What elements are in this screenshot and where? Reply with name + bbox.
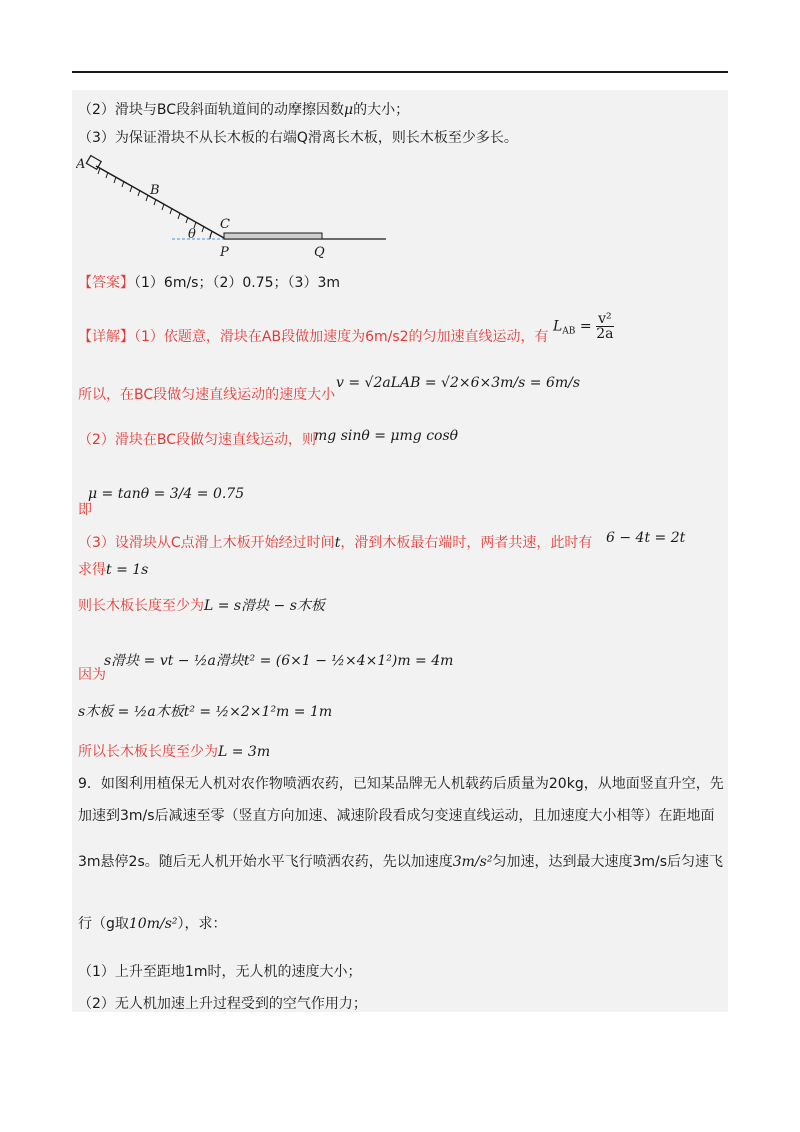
detail-line7: 则长木板长度至少为L = s滑块 − s木板: [78, 598, 325, 614]
formula-mu: μ = tanθ = 3/4 = 0.75: [88, 486, 245, 502]
formula-s-board: s木板 = ½a木板t² = ½×2×1²m = 1m: [78, 704, 333, 720]
wood-board: [224, 233, 322, 239]
label-P: P: [220, 245, 229, 260]
formula-force-balance: mg sinθ = μmg cosθ: [314, 428, 459, 444]
q8-part2: （2）滑块与BC段斜面轨道间的动摩擦因数μ的大小；: [78, 102, 410, 118]
label-C: C: [220, 217, 230, 232]
label-A: A: [76, 157, 86, 172]
detail-line4: 即: [78, 502, 92, 518]
q9-line1: 9．如图利用植保无人机对农作物喷洒农药，已知某品牌无人机载药后质量为20kg，从地面竖直升空，先: [78, 776, 724, 792]
label-B: B: [150, 183, 160, 198]
detail-line10: 所以长木板长度至少为L = 3m: [78, 744, 271, 760]
detail-line3: （2）滑块在BC段做匀速直线运动，则: [78, 432, 317, 448]
label-Q: Q: [314, 245, 325, 260]
formula-LAB: $L_{AB}$ = $\frac{\text{v²}}{2a}$: [553, 311, 614, 342]
q9-line4: 行（g取10m/s²），求：: [78, 916, 227, 932]
detail-line2: 所以，在BC段做匀速直线运动的速度大小: [78, 387, 336, 403]
incline-figure: [76, 152, 396, 262]
detail-line8: 因为: [78, 667, 106, 683]
q9-line2: 加速到3m/s后减速至零（竖直方向加速、减速阶段看成匀变速直线运动，且加速度大小相等）在距地面: [78, 808, 715, 824]
detail-line5: （3）设滑块从C点滑上木板开始经过时间t，滑到木板最右端时，两者共速，此时有: [78, 535, 593, 551]
answer-line: 【答案】（1）6m/s；（2）0.75；（3）3m: [78, 275, 340, 291]
q9-line3: 3m悬停2s。随后无人机开始水平飞行喷洒农药，先以加速度3m/s²匀加速，达到最大速度3m/s后匀速飞: [78, 854, 724, 870]
q9-part1: （1）上升至距地1m时，无人机的速度大小；: [78, 964, 362, 980]
label-theta: θ: [188, 227, 196, 242]
formula-v: v = √2aLAB = √2×6×3m/s = 6m/s: [336, 375, 581, 391]
q9-part2: （2）无人机加速上升过程受到的空气作用力；: [78, 996, 367, 1012]
detail-line1: 【详解】（1）依题意，滑块在AB段做加速度为6m/s2的匀加速直线运动，有: [78, 329, 549, 345]
q8-part3: （3）为保证滑块不从长木板的右端Q滑离长木板，则长木板至少多长。: [78, 130, 518, 146]
angle-arc: [210, 232, 212, 239]
formula-common-speed: 6 − 4t = 2t: [606, 530, 686, 546]
header-rule: [72, 71, 728, 73]
incline-surface: [96, 166, 224, 238]
formula-s-slider: s滑块 = vt − ½a滑块t² = (6×1 − ½×4×1²)m = 4m: [104, 653, 454, 669]
detail-line6: 求得t = 1s: [78, 562, 149, 578]
